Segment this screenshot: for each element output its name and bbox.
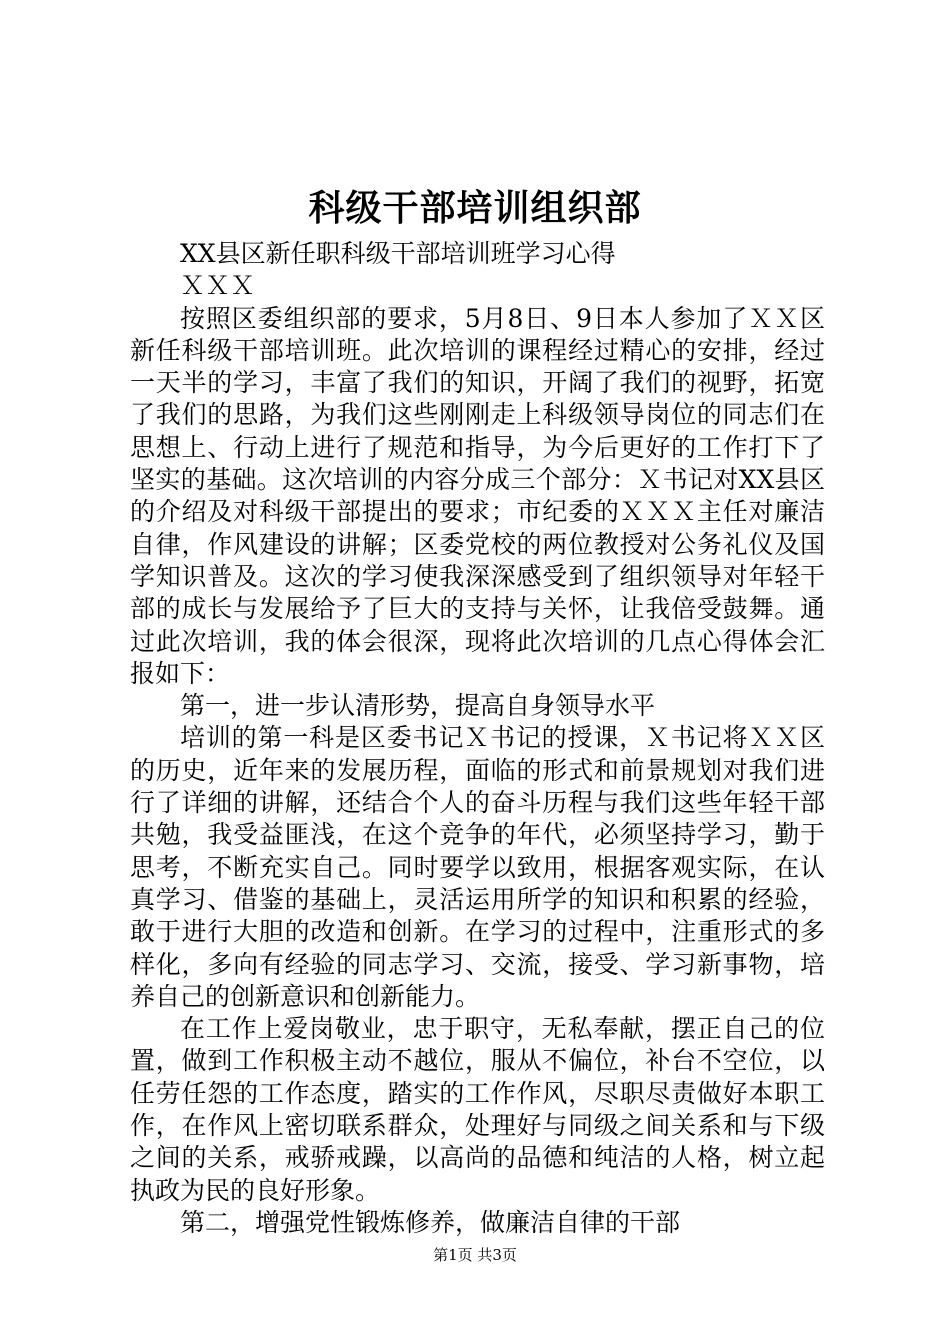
paragraph-section-1: 培训的第一科是区委书记Ｘ书记的授课，Ｘ书记将ＸＸ区的历史，近年来的发展历程，面临的形式和前景规划对我们进行了详细的讲解，还结合个人的奋斗历程与我们这些年轻干部共勉，我受益匪浅，在这个竞争的年代，必须坚持学习，勤于思考，不断充实自己。同时要学以致用，根据客观实际，在认真学习、借鉴的基础上，灵活运用所学的知识和积累的经验，敢于进行大胆的改造和创新。在学习的过程中，注重形式的多样化，多向有经验的同志学习、交流，接受、学习新事物，培养自己的创新意识和创新能力。 [130,723,825,1011]
page-footer: 第1页 共3页 [433,1246,517,1264]
paragraph-work-attitude: 在工作上爱岗敬业，忠于职守，无私奉献，摆正自己的位置，做到工作积极主动不越位，服从不偏位，补台不空位，以任劳任怨的工作态度，踏实的工作作风，尽职尽责做好本职工作，在作风上密切联系群众，处理好与同级之间关系和与下级之间的关系，戒骄戒躁，以高尚的品德和纯洁的人格，树立起执政为民的良好形象。 [130,1014,825,1205]
paragraph-intro: 按照区委组织部的要求，5月8日、9日本人参加了ＸＸ区新任科级干部培训班。此次培训的课程经过精心的安排，经过一天半的学习，丰富了我们的知识，开阔了我们的视野，拓宽了我们的思路，为我们这些刚刚走上科级领导岗位的同志们在思想上、行动上进行了规范和指导，为今后更好的工作打下了坚实的基础。这次培训的内容分成三个部分：Ｘ书记对XX县区的介绍及对科级干部提出的要求；市纪委的ＸＸＸ主任对廉洁自律，作风建设的讲解；区委党校的两位教授对公务礼仪及国学知识普及。这次的学习使我深深感受到了组织领导对年轻干部的成长与发展给予了巨大的支持与关怀，让我倍受鼓舞。通过此次培训，我的体会很深，现将此次培训的几点心得体会汇报如下： [130,303,825,688]
document-title: 科级干部培训组织部 [308,187,642,229]
document-body [130,238,825,1239]
author-line: ＸＸＸ [180,271,256,301]
subtitle-line: XX县区新任职科级干部培训班学习心得 [180,239,616,268]
section-heading-2: 第二，增强党性锻炼修养，做廉洁自律的干部 [180,1207,681,1237]
section-heading-1: 第一，进一步认清形势，提高自身领导水平 [180,691,656,721]
